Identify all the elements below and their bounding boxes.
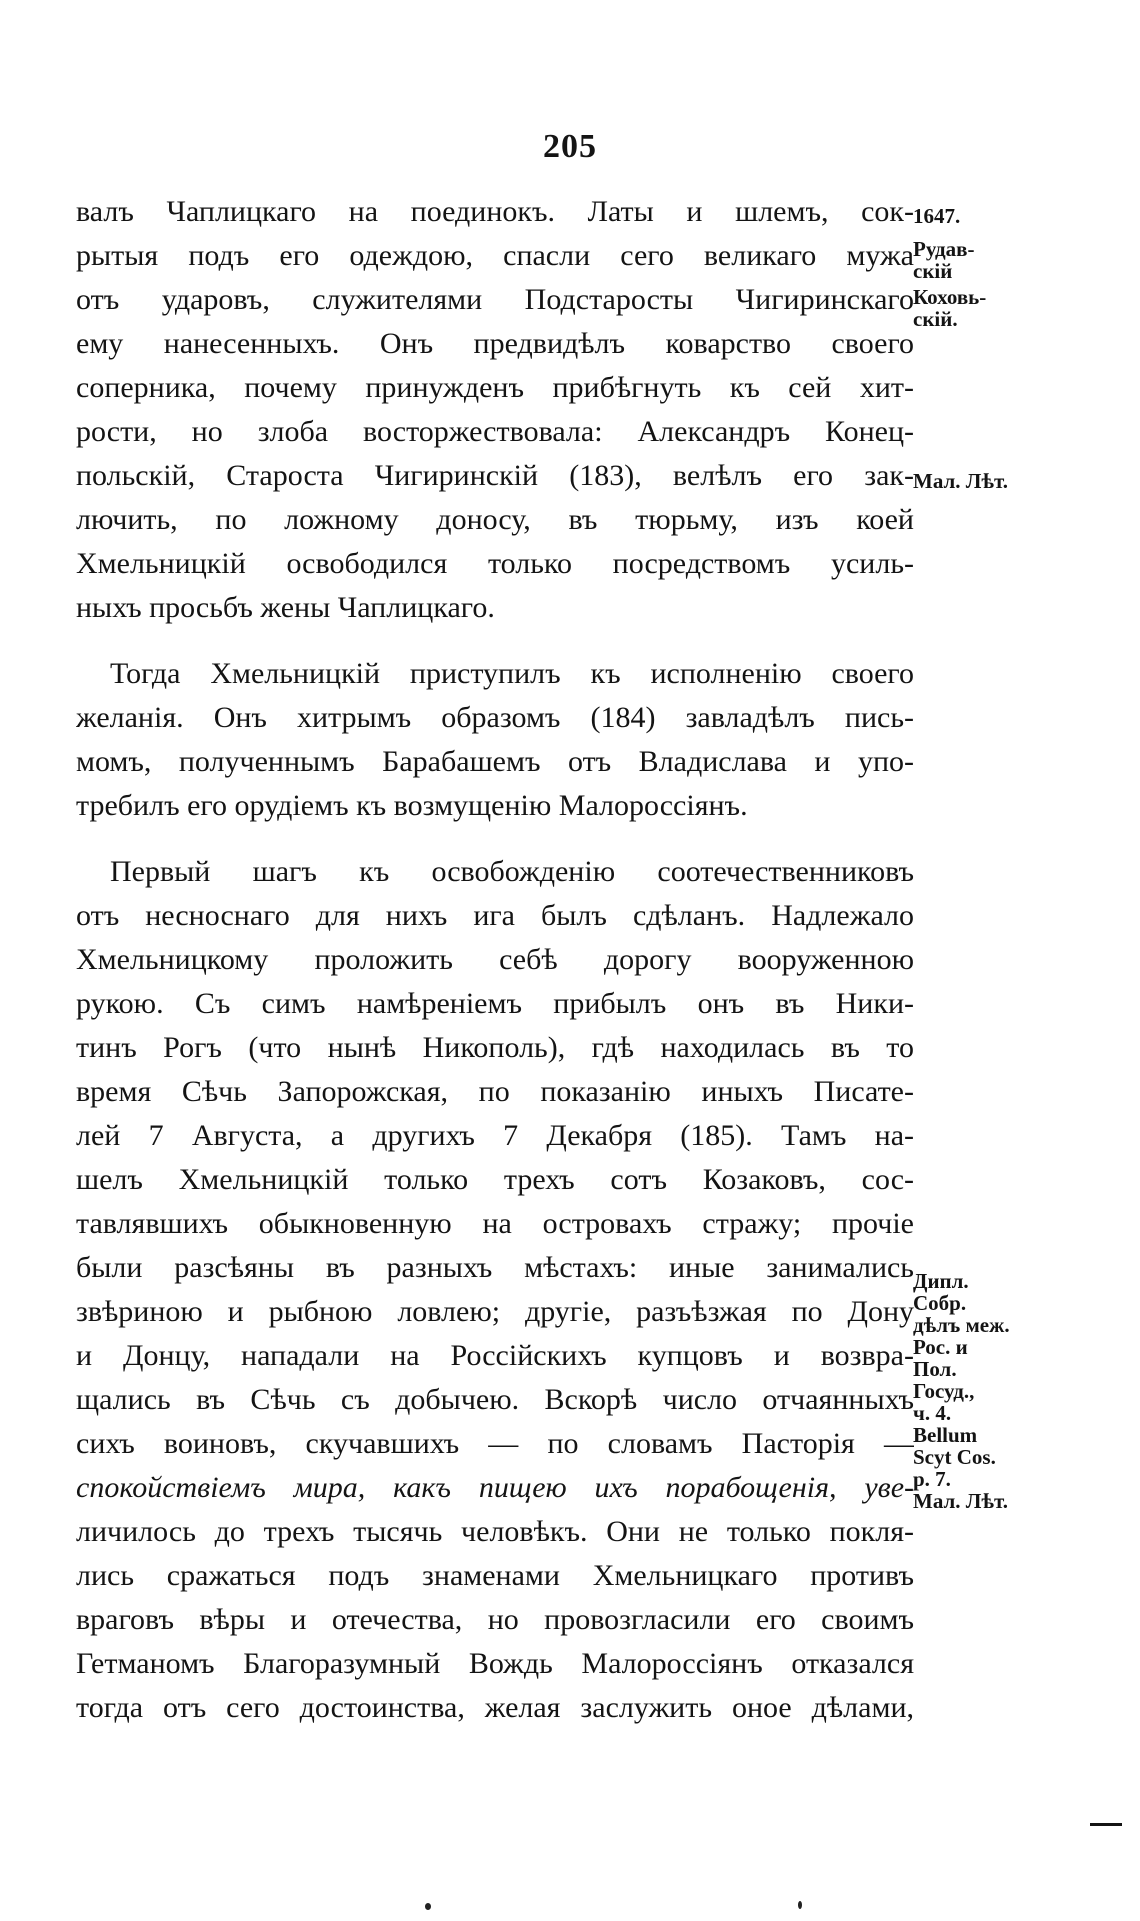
text-line: звѣриною и рыбною ловлею; другіе, разъѣзжая по Дону: [76, 1295, 914, 1328]
ink-speck: [425, 1903, 431, 1910]
margin-note-source: [913, 470, 1008, 492]
text-line: рукою. Съ симъ намѣреніемъ прибылъ онъ въ Ники-: [76, 987, 914, 1020]
margin-note-line: Рос. и: [913, 1335, 968, 1359]
text-line: были разсѣяны въ разныхъ мѣстахъ: иные занимались: [76, 1251, 914, 1284]
text-line: момъ, полученнымъ Барабашемъ отъ Владислава и упо-: [76, 745, 914, 778]
text-line: Хмельницкій освободился только посредствомъ усиль-: [76, 547, 914, 580]
text-line: тинъ Рогъ (что нынѣ Никополь), гдѣ находилась въ то: [76, 1031, 914, 1064]
text-line: Тогда Хмельницкій приступилъ къ исполненію своего: [110, 657, 914, 690]
margin-note-source: [913, 238, 974, 282]
text-line: лючить, по ложному доносу, въ тюрьму, изъ коей: [76, 503, 914, 536]
page-number: 205: [543, 128, 597, 165]
text-line: отъ несноснаго для нихъ ига былъ сдѣланъ. Надлежало: [76, 899, 914, 932]
margin-note-line: Рудав-: [913, 237, 975, 261]
margin-note-line: Пол.: [913, 1357, 957, 1381]
text-line: лей 7 Августа, а другихъ 7 Декабря (185). Тамъ на-: [76, 1119, 914, 1152]
margin-note-line: Scyt Cos.: [913, 1445, 996, 1469]
margin-note-line: Мал. Лѣт.: [913, 1489, 1009, 1513]
margin-note-source: [913, 286, 986, 330]
margin-note-line: 1647.: [913, 204, 961, 228]
margin-note-line: скій.: [913, 307, 958, 331]
margin-note-line: p. 7.: [913, 1467, 951, 1491]
text-line: ему нанесенныхъ. Онъ предвидѣлъ коварство своего: [76, 327, 914, 360]
text-line: соперника, почему принужденъ прибѣгнуть къ сей хит-: [76, 371, 914, 404]
text-line: Хмельницкому проложить себѣ дорогу вооруженною: [76, 943, 914, 976]
text-line: валъ Чаплицкаго на поединокъ. Латы и шлемъ, сок-: [76, 195, 914, 228]
margin-note-line: Дипл.: [913, 1269, 969, 1293]
margin-note-line: Госуд.,: [913, 1379, 975, 1403]
text-line: и Донцу, нападали на Россійскихъ купцовъ и возвра-: [76, 1339, 914, 1372]
body-text: [76, 190, 914, 1730]
text-line: польскій, Староста Чигиринскій (183), велѣлъ его зак-: [76, 459, 914, 492]
text-line: требилъ его орудіемъ къ возмущенію Малороссіянъ.: [76, 789, 748, 822]
margin-note-year: [913, 205, 960, 227]
edge-rule: [1090, 1823, 1122, 1826]
text-line: рости, но злоба восторжествовала: Александръ Конец-: [76, 415, 914, 448]
text-line: сихъ воиновъ, скучавшихъ — по словамъ Пасторія —: [76, 1427, 914, 1460]
text-line: рытыя подъ его одеждою, спасли сего великаго мужа: [76, 239, 914, 272]
text-line: лись сражаться подъ знаменами Хмельницкаго противъ: [76, 1559, 914, 1592]
text-line: враговъ вѣры и отечества, но провозгласили его своимъ: [76, 1603, 914, 1636]
text-line: личилось до трехъ тысячь человѣкъ. Они не только покля-: [76, 1515, 914, 1548]
margin-note-line: Собр.: [913, 1291, 967, 1315]
margin-note-line: Мал. Лѣт.: [913, 469, 1009, 493]
margin-note-line: Коховь-: [913, 285, 987, 309]
ink-speck: [798, 1901, 802, 1909]
text-line: отъ ударовъ, служителями Подстаросты Чигиринскаго: [76, 283, 914, 316]
text-line: желанія. Онъ хитрымъ образомъ (184) завладѣлъ пись-: [76, 701, 914, 734]
margin-note-line: Bellum: [913, 1423, 978, 1447]
text-line: шелъ Хмельницкій только трехъ сотъ Козаковъ, сос-: [76, 1163, 914, 1196]
margin-note-line: скій: [913, 259, 953, 283]
text-line: тавлявшихъ обыкновенную на островахъ стражу; прочіе: [76, 1207, 914, 1240]
margin-note-source: [913, 1270, 1010, 1512]
text-line: Первый шагъ къ освобожденію соотечественниковъ: [110, 855, 914, 888]
text-line: спокойствіемъ мира, какъ пищею ихъ порабощенія, уве-: [76, 1471, 914, 1504]
margin-note-line: дѣлъ меж.: [913, 1313, 1010, 1337]
text-line: тогда отъ сего достоинства, желая заслужить оное дѣлами,: [76, 1691, 914, 1724]
margin-note-line: ч. 4.: [913, 1401, 952, 1425]
text-line: ныхъ просьбъ жены Чаплицкаго.: [76, 591, 495, 624]
text-line: время Сѣчь Запорожская, по показанію иныхъ Писате-: [76, 1075, 914, 1108]
text-line: Гетманомъ Благоразумный Вождь Малороссіянъ отказался: [76, 1647, 914, 1680]
text-line: щались въ Сѣчь съ добычею. Вскорѣ число отчаянныхъ: [76, 1383, 914, 1416]
